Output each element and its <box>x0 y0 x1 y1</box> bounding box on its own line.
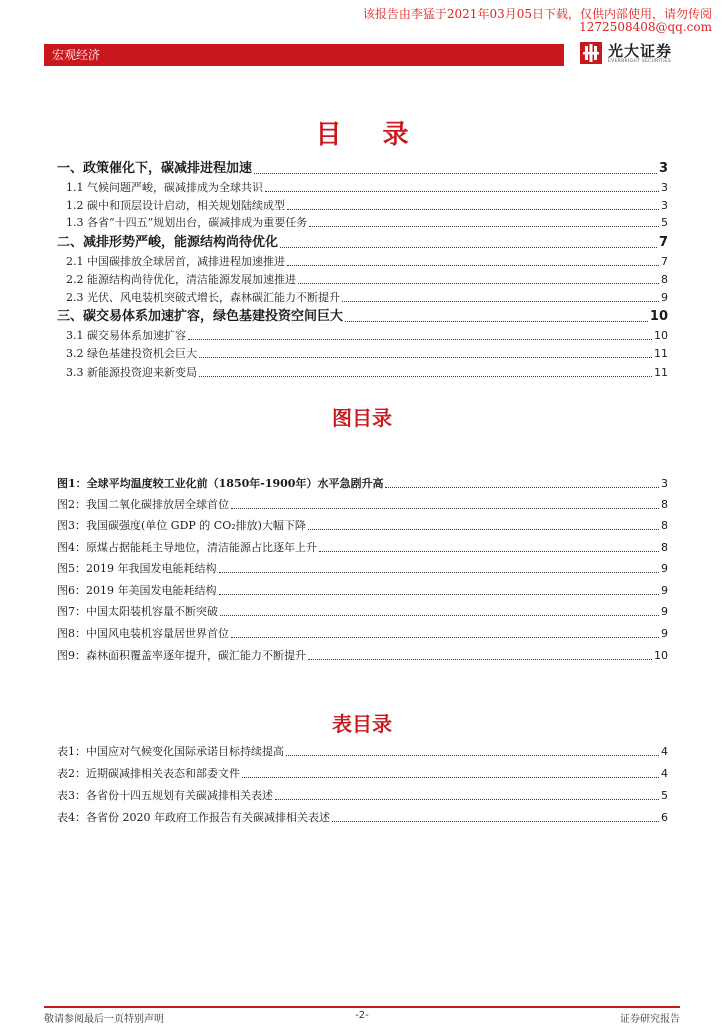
watermark-line-1: 该报告由李猛于2021年03月05日下载，仅供内部使用，请勿传阅 <box>362 7 712 21</box>
footer-divider <box>44 1006 680 1008</box>
figure-list-title: 图目录 <box>332 406 392 430</box>
footer-page-number: -2- <box>355 1010 369 1021</box>
logo-name-cn: 光大证券 <box>608 42 673 60</box>
toc-entry-chapter-1[interactable]: 一、政策催化下，碳减排进程加速 3 <box>57 161 668 176</box>
toc-entry-1-1[interactable]: 1.1 气候问题严峻，碳减排成为全球共识 3 <box>66 181 668 194</box>
toc-entry-3-1[interactable]: 3.1 碳交易体系加速扩容 10 <box>66 329 668 342</box>
toc-entry-2-3[interactable]: 2.3 光伏、风电装机突破式增长，森林碳汇能力不断提升 9 <box>66 291 668 304</box>
figure-entry[interactable]: 图4：原煤占据能耗主导地位，清洁能源占比逐年上升 8 <box>57 541 668 554</box>
figure-entry[interactable]: 图8：中国风电装机容量居世界首位 9 <box>57 627 668 640</box>
everbright-logo-icon <box>578 40 604 66</box>
toc-entry-3-2[interactable]: 3.2 绿色基建投资机会巨大 11 <box>66 347 668 360</box>
toc-entry-1-3[interactable]: 1.3 各省“十四五”规划出台，碳减排成为重要任务 5 <box>66 216 668 229</box>
figure-entry[interactable]: 图6：2019 年美国发电能耗结构 9 <box>57 584 668 597</box>
footer-report-type: 证券研究报告 <box>620 1014 680 1024</box>
watermark-line-2: 1272508408@qq.com <box>579 20 712 34</box>
table-entry[interactable]: 表1：中国应对气候变化国际承诺目标持续提高 4 <box>57 745 668 758</box>
figure-entry[interactable]: 图1：全球平均温度较工业化前（1850年-1900年）水平急剧升高 3 <box>57 477 668 490</box>
section-header-bar <box>44 44 564 66</box>
figure-entry[interactable]: 图9：森林面积覆盖率逐年提升，碳汇能力不断提升 10 <box>57 649 668 662</box>
company-logo <box>578 38 688 70</box>
toc-entry-2-1[interactable]: 2.1 中国碳排放全球居首，减排进程加速推进 7 <box>66 255 668 268</box>
table-list-title: 表目录 <box>332 712 392 736</box>
figure-entry[interactable]: 图5：2019 年我国发电能耗结构 9 <box>57 562 668 575</box>
section-label: 宏观经济 <box>52 48 101 62</box>
table-entry[interactable]: 表2：近期碳减排相关表态和部委文件 4 <box>57 767 668 780</box>
toc-entry-3-3[interactable]: 3.3 新能源投资迎来新变局 11 <box>66 366 668 379</box>
toc-entry-chapter-2[interactable]: 二、减排形势严峻，能源结构尚待优化 7 <box>57 235 668 250</box>
toc-entry-1-2[interactable]: 1.2 碳中和顶层设计启动，相关规划陆续成型 3 <box>66 199 668 212</box>
figure-entry[interactable]: 图3：我国碳强度(单位 GDP 的 CO₂排放)大幅下降 8 <box>57 519 668 532</box>
figure-entry[interactable]: 图7：中国太阳装机容量不断突破 9 <box>57 605 668 618</box>
download-watermark <box>363 8 712 34</box>
toc-title: 目 录 <box>315 120 425 150</box>
figure-entry[interactable]: 图2：我国二氧化碳排放居全球首位 8 <box>57 498 668 511</box>
table-entry[interactable]: 表4：各省份 2020 年政府工作报告有关碳减排相关表述 6 <box>57 811 668 824</box>
toc-entry-chapter-3[interactable]: 三、碳交易体系加速扩容，绿色基建投资空间巨大 10 <box>57 309 668 324</box>
toc-entry-2-2[interactable]: 2.2 能源结构尚待优化，清洁能源发展加速推进 8 <box>66 273 668 286</box>
logo-name-en: EVERBRIGHT SECURITIES <box>608 59 672 64</box>
table-entry[interactable]: 表3：各省份十四五规划有关碳减排相关表述 5 <box>57 789 668 802</box>
footer-disclaimer: 敬请参阅最后一页特别声明 <box>44 1014 164 1024</box>
